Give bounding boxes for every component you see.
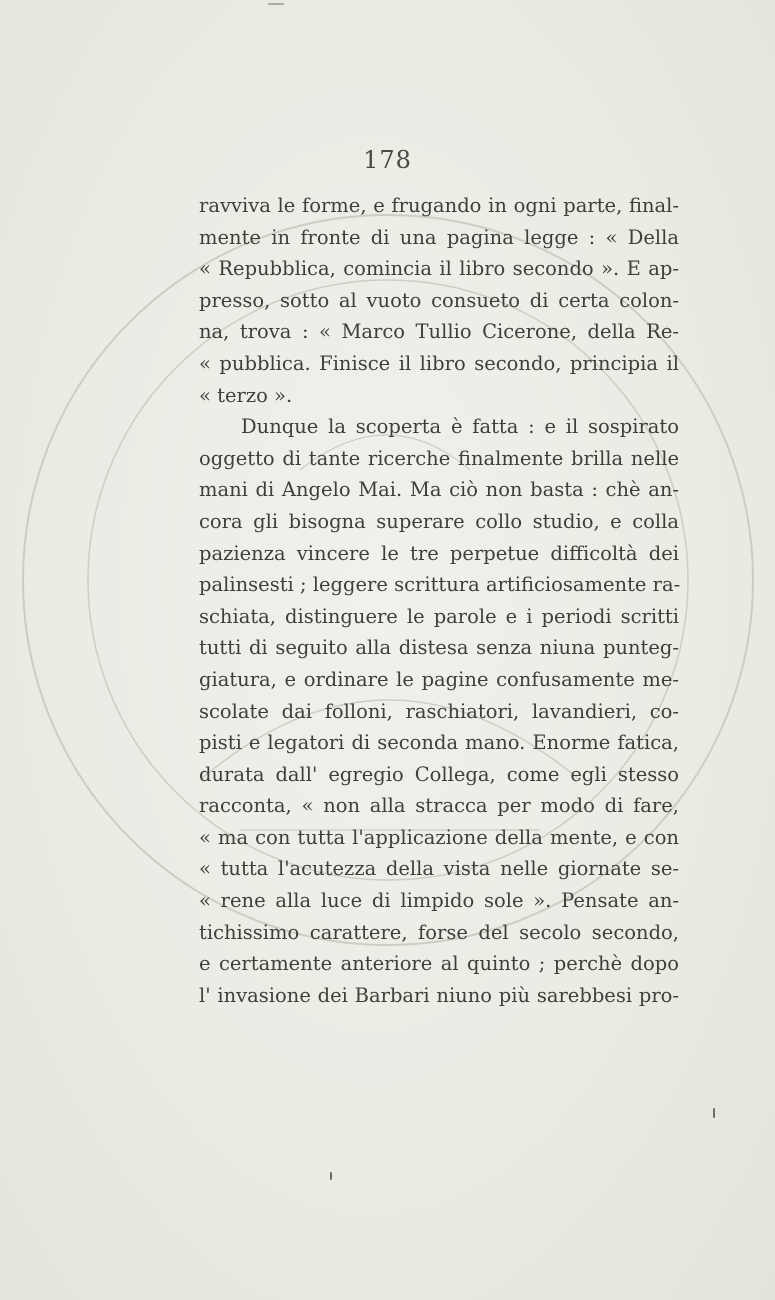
text-line: schiata, distinguere le parole e i periodi scritti: [199, 604, 679, 628]
paragraph-start-line: Dunque la scoperta è fatta : e il sospirato: [241, 415, 679, 439]
text-line: giatura, e ordinare le pagine confusamente me-: [199, 667, 679, 691]
paragraph-end-line: « terzo ».: [199, 383, 293, 407]
scan-speck: [330, 1172, 332, 1180]
text-line: racconta, « non alla stracca per modo di fare,: [199, 794, 679, 818]
body-text: [199, 190, 679, 1011]
text-line: cora gli bisogna superare collo studio, e colla: [199, 509, 679, 533]
text-line: na, trova : « Marco Tullio Cicerone, della Re-: [199, 320, 679, 344]
text-line: e certamente anteriore al quinto ; perchè dopo: [199, 952, 679, 976]
text-line: oggetto di tante ricerche finalmente brilla nelle: [199, 446, 679, 470]
text-line: ravviva le forme, e frugando in ogni parte, final-: [199, 194, 679, 217]
page-number: 178: [363, 146, 412, 174]
text-line: tutti di seguito alla distesa senza niuna punteg-: [199, 636, 679, 660]
text-line: tichissimo carattere, forse del secolo secondo,: [199, 920, 679, 944]
text-line: palinsesti ; leggere scrittura artificiosamente ra-: [199, 573, 681, 597]
text-line: mente in fronte di una pagina legge : « Della: [199, 225, 679, 249]
text-line: « Repubblica, comincia il libro secondo ». E ap-: [199, 257, 679, 281]
text-line: l' invasione dei Barbari niuno più sarebbesi pro-: [199, 983, 679, 1007]
text-line: « pubblica. Finisce il libro secondo, principia il: [199, 351, 679, 375]
text-line: presso, sotto al vuoto consueto di certa colon-: [199, 288, 679, 312]
text-line: scolate dai folloni, raschiatori, lavandieri, co-: [199, 699, 679, 723]
text-line: mani di Angelo Mai. Ma ciò non basta : chè an-: [199, 478, 679, 502]
scan-speck: [713, 1108, 715, 1118]
text-line: pisti e legatori di seconda mano. Enorme fatica,: [199, 731, 679, 755]
text-line: « ma con tutta l'applicazione della mente, e con: [199, 825, 679, 849]
text-line: « tutta l'acutezza della vista nelle giornate se-: [199, 857, 679, 881]
text-line: pazienza vincere le tre perpetue difficoltà dei: [199, 541, 679, 565]
text-line: « rene alla luce di limpido sole ». Pensate an-: [199, 889, 679, 913]
text-line: durata dall' egregio Collega, come egli stesso: [199, 762, 679, 786]
scan-speck: [268, 3, 284, 5]
